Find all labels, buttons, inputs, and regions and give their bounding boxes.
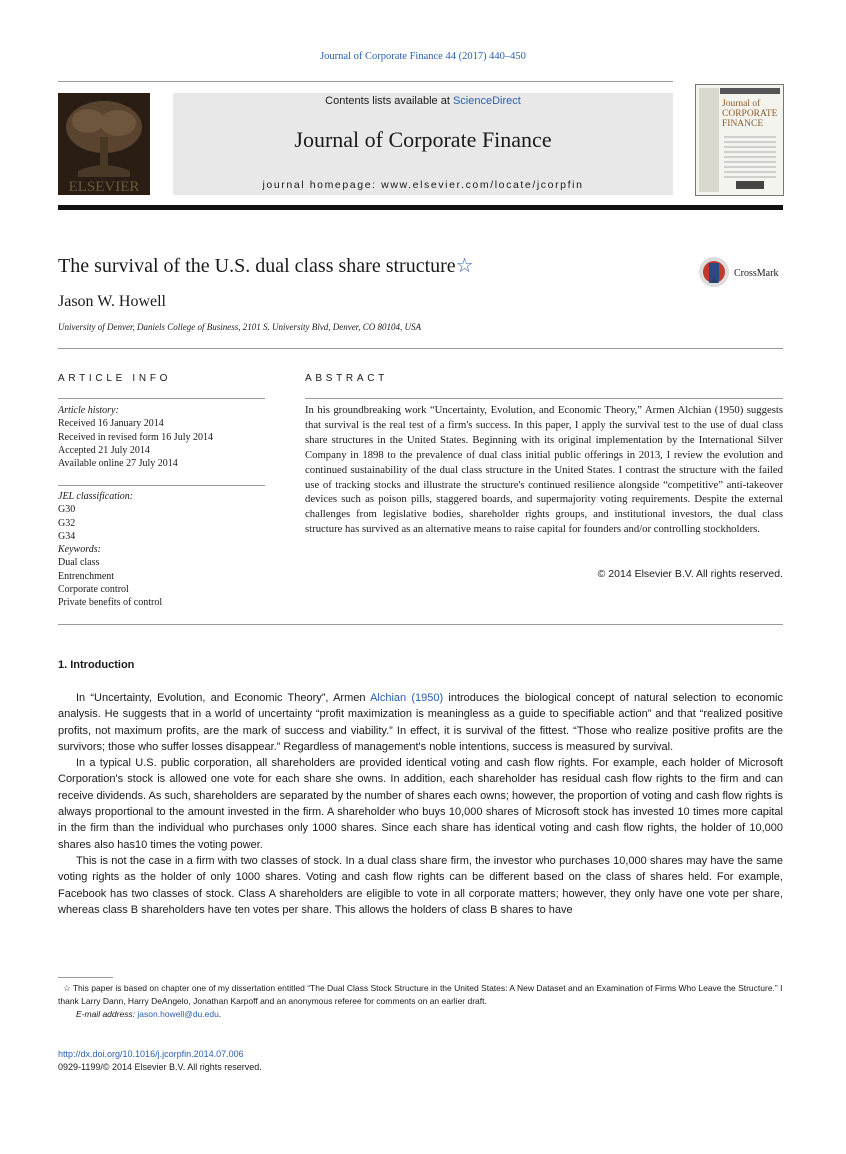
journal-cover[interactable] bbox=[695, 84, 784, 196]
keyword: Dual class bbox=[58, 557, 100, 569]
jel-code: G32 bbox=[58, 517, 76, 529]
doi-link[interactable]: http://dx.doi.org/10.1016/j.jcorpfin.2014.07.006 bbox=[58, 1049, 244, 1059]
affiliation: University of Denver, Daniels College of Business, 2101 S. University Blvd, Denver, CO 80104, USA bbox=[58, 322, 421, 332]
keyword: Private benefits of control bbox=[58, 597, 163, 609]
logo-text: ELSEVIER bbox=[68, 179, 140, 195]
paragraph: In a typical U.S. public corporation, all shareholders are provided identical voting and cash flow rights. For example, each holder of Microsoft Corporation's stock is allowed one vote for each share she owns. In addition, each shareholder has residual cash flow rights to the firm and can receive dividends. As such, shareholders are separated by the number of shares each owns; however, the proportion of voting and cash flow rights is always proportional to the amount invested in the firm. A shareholder who buys 10,000 shares of Microsoft stock has invested 10 times more capital in the firm than the individual who purchases only 1000 shares. Since each share has identical voting and cash flow rights, the holder of 10,000 shares also has10 times the voting power. bbox=[58, 757, 783, 851]
citation-link-alchian[interactable]: Alchian (1950) bbox=[370, 692, 444, 704]
crossmark-icon bbox=[698, 256, 730, 288]
footnote-email: E-mail address: jason.howell@du.edu. bbox=[76, 1009, 222, 1019]
header-divider bbox=[58, 205, 783, 210]
abstract-heading: ABSTRACT bbox=[305, 373, 388, 384]
paragraph: This is not the case in a firm with two classes of stock. In a dual class share firm, the investor who purchases 10,000 shares may have the same voting rights as the holder of only 1000 shares. Voting and cash flow rights can be different based on the class of shares held. For example, Facebook has two classes of stock. Class A shareholders are eligible to vote in all corporate matters; however, they only have one vote per share, whereas class B shareholders have ten votes per share. This allows the holders of class B shares to have bbox=[58, 854, 783, 916]
article-title: The survival of the U.S. dual class share structure☆ bbox=[58, 255, 474, 277]
journal-banner bbox=[173, 93, 673, 195]
paragraph: In “Uncertainty, Evolution, and Economic Theory”, Armen Alchian (1950) introduces the biological concept of natural selection to economic analysis. He suggests that in a world of uncertainty “profit maximization is meaningless as a guide to specifiable action” and that “realized positive profits, not maximum profits, are the mark of success and viability.” In effect, it is survival of the fittest. “Those who realize positive profits are the survivors; those who suffer losses disappear.” Regardless of management's noble intentions, success is measured by survival. bbox=[58, 692, 783, 753]
sciencedirect-link[interactable]: ScienceDirect bbox=[452, 95, 521, 107]
footnote-star: ☆ bbox=[63, 983, 71, 993]
jel-code: G34 bbox=[58, 530, 76, 542]
author-name: Jason W. Howell bbox=[58, 293, 166, 310]
divider bbox=[305, 398, 783, 399]
body-text bbox=[58, 690, 783, 918]
history-item: Received in revised form 16 July 2014 bbox=[58, 431, 213, 443]
keywords-label: Keywords: bbox=[58, 544, 101, 556]
section-heading: 1. Introduction bbox=[58, 659, 135, 671]
abstract-text: In his groundbreaking work “Uncertainty, Evolution, and Economic Theory,” Armen Alchian (1950) suggests that survival is the real test of a firm's success. In this paper, I apply the survival test to the use of dual class share structures in the United States. Beginning with its original implementation by the International Silver Company in 1898 to the prevalence of dual class initial public offerings in 2013, I review the evolution and continued sustainability of the dual class structure in the United States. I contrast the structure with the failed use of tracking stocks and illustrate the structure's continued resilience alongside “competitive” anti-takeover devices such as poison pills, staggered boards, and supermajority voting requirements. Despite the external challenges from legislative bodies, shareholder rights groups, and institutional investors, the dual class structure has survived as an alternative means to raise capital for founders and/or controlling stockholders. bbox=[305, 404, 783, 536]
history-item: Available online 27 July 2014 bbox=[58, 458, 178, 470]
footnote bbox=[58, 982, 783, 1021]
journal-title: Journal of Corporate Finance bbox=[294, 127, 552, 152]
issn-line: 0929-1199/© 2014 Elsevier B.V. All rights reserved. bbox=[58, 1062, 262, 1072]
email-link[interactable]: jason.howell@du.edu bbox=[137, 1009, 219, 1019]
keyword: Entrenchment bbox=[58, 570, 115, 582]
jel-code: G30 bbox=[58, 504, 76, 516]
article-info-heading: ARTICLE INFO bbox=[58, 373, 172, 384]
journal-citation[interactable]: Journal of Corporate Finance 44 (2017) 440–450 bbox=[320, 51, 526, 62]
elsevier-logo[interactable] bbox=[58, 93, 150, 195]
crossmark-label: CrossMark bbox=[734, 268, 779, 279]
history-item: Received 16 January 2014 bbox=[58, 418, 164, 430]
divider bbox=[58, 624, 783, 625]
keyword: Corporate control bbox=[58, 584, 129, 596]
footnote-text: ☆ This paper is based on chapter one of my dissertation entitled “The Dual Class Stock Structure in the United States: A New Dataset and an Examination of Firms Who Leave the Structure.” I thank Larry Dann, Harry DeAngelo, Jonathan Karpoff and an anonymous referee for comments on an earlier draft. bbox=[58, 983, 783, 1006]
history-label: Article history: bbox=[58, 405, 119, 416]
divider bbox=[58, 398, 265, 399]
journal-homepage[interactable]: journal homepage: www.elsevier.com/locate/jcorpfin bbox=[262, 179, 584, 191]
jel-label: JEL classification: bbox=[58, 491, 134, 502]
divider bbox=[58, 485, 265, 486]
contents-line: Contents lists available at ScienceDirect bbox=[325, 95, 521, 107]
footnote-divider bbox=[58, 977, 113, 978]
abstract-copyright: © 2014 Elsevier B.V. All rights reserved. bbox=[597, 568, 783, 580]
divider bbox=[58, 348, 783, 349]
tree-icon bbox=[58, 93, 150, 195]
title-footnote-star[interactable]: ☆ bbox=[455, 255, 474, 277]
cover-title: Journal of CORPORATE FINANCE bbox=[722, 99, 778, 129]
divider bbox=[58, 81, 673, 82]
article-history bbox=[58, 404, 265, 470]
jel-keywords bbox=[58, 490, 265, 610]
crossmark-badge[interactable] bbox=[698, 256, 779, 293]
history-item: Accepted 21 July 2014 bbox=[58, 444, 150, 456]
doi-block bbox=[58, 1048, 262, 1074]
